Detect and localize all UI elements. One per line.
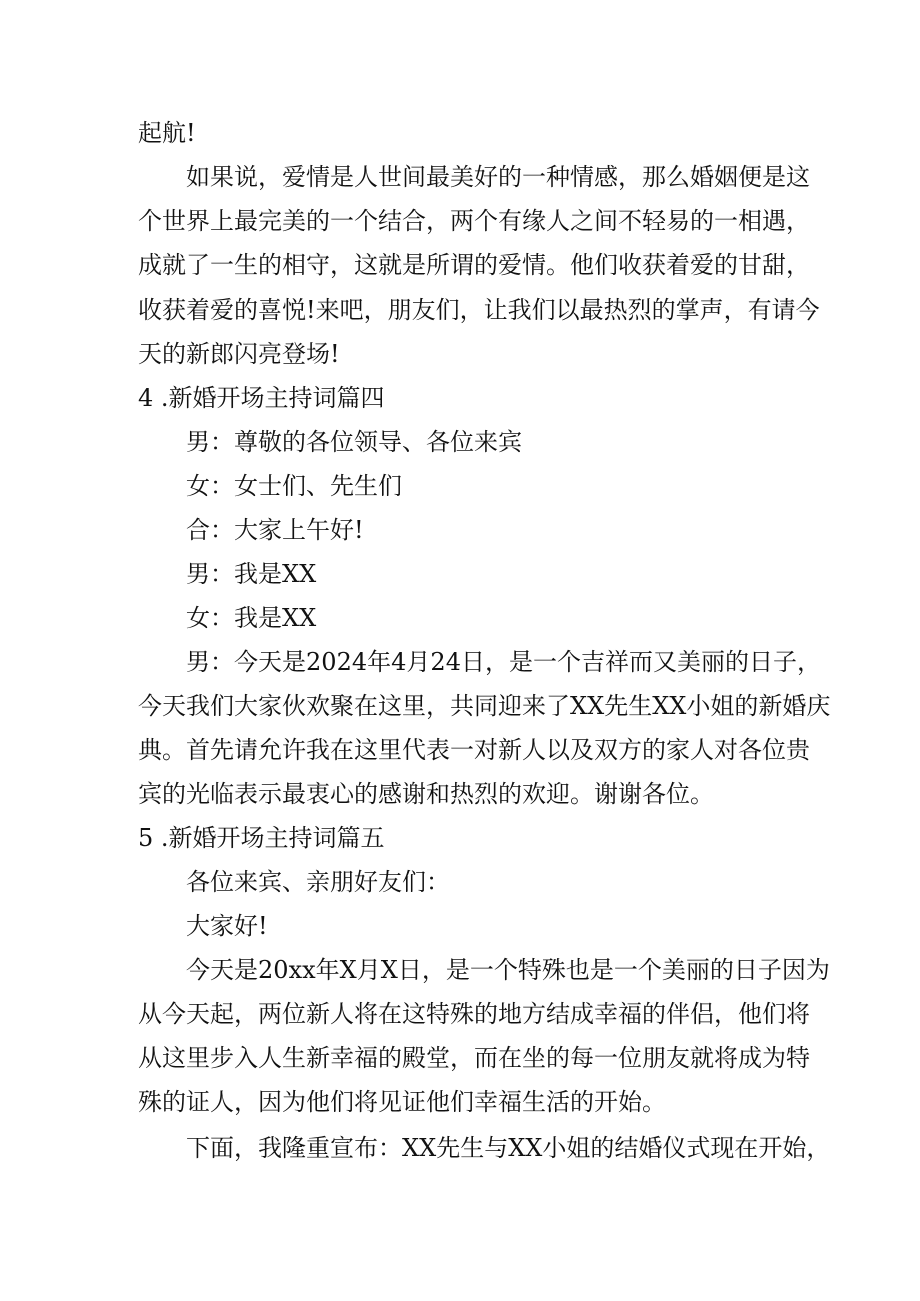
text-line: 成 就 了 一 生 的 相 守 ， 这 就 是 所 谓 的 爱 情 。 他 们 收 获 着 爱 的 甘 甜 ， [138,251,810,279]
text-line: 殊的证人，因为他们将见证他们幸福生活的开始。 [138,1088,666,1116]
section-heading: 5 .新婚开场主持词篇五 [138,824,385,852]
text-line: 从 今 天 起 ， 两 位 新 人 将 在 这 特 殊 的 地 方 结 成 幸 福 的 伴 侣 ， 他 们 将 [138,1000,810,1028]
text-line: 起航! [138,119,196,147]
dialogue-line: 女：我是XX [186,604,317,632]
text-line: 天的新郎闪亮登场! [138,340,340,368]
text-line: 从 这 里 步 入 人 生 新 幸 福 的 殿 堂 ， 而 在 坐 的 每 一 位 朋 友 就 将 成 为 特 [138,1044,810,1072]
dialogue-line: 男：尊敬的各位领导、各位来宾 [186,428,522,456]
dialogue-line: 合：大家上午好! [186,516,364,544]
dialogue-line: 男：我是XX [186,560,317,588]
section-heading: 4 .新婚开场主持词篇四 [138,384,385,412]
text-line: 如 果 说 ， 爱 情 是 人 世 间 最 美 好 的 一 种 情 感 ， 那 么 婚 姻 便 是 这 [186,163,810,191]
dialogue-line: 女：女士们、先生们 [186,472,402,500]
text-line: 下 面 ， 我 隆 重 宣 布 ： X X 先 生 与 X X 小 姐 的 结 婚 仪 式 现 在 开 始 ， [186,1134,831,1162]
text-line: 今 天 是 2 0 x x 年 X 月 X 日 ， 是 一 个 特 殊 也 是 一 个 美 丽 的 日 子 因 为 [186,956,830,984]
text-line: 个 世 界 上 最 完 美 的 一 个 结 合 ， 两 个 有 缘 人 之 间 不 轻 易 的 一 相 遇 ， [138,207,810,235]
text-line: 各位来宾、亲朋好友们： [186,868,450,896]
text-line: 收 获 着 爱 的 喜 悦 ! 来 吧 ， 朋 友 们 ， 让 我 们 以 最 热 烈 的 掌 声 ， 有 请 今 [138,296,820,324]
text-line: 典 。 首 先 请 允 许 我 在 这 里 代 表 一 对 新 人 以 及 双 方 的 家 人 对 各 位 贵 [138,736,810,764]
text-line: 今 天 我 们 大 家 伙 欢 聚 在 这 里 ， 共 同 迎 来 了 X X 先 生 X X 小 姐 的 新 婚 庆 [138,692,831,720]
text-line: 宾的光临表示最衷心的感谢和热烈的欢迎。谢谢各位。 [138,780,714,808]
text-line: 大家好! [186,912,268,940]
text-line: 男 ： 今 天 是 2 0 2 4 年 4 月 2 4 日 ， 是 一 个 吉 祥 而 又 美 丽 的 日 子 ， [186,648,821,676]
